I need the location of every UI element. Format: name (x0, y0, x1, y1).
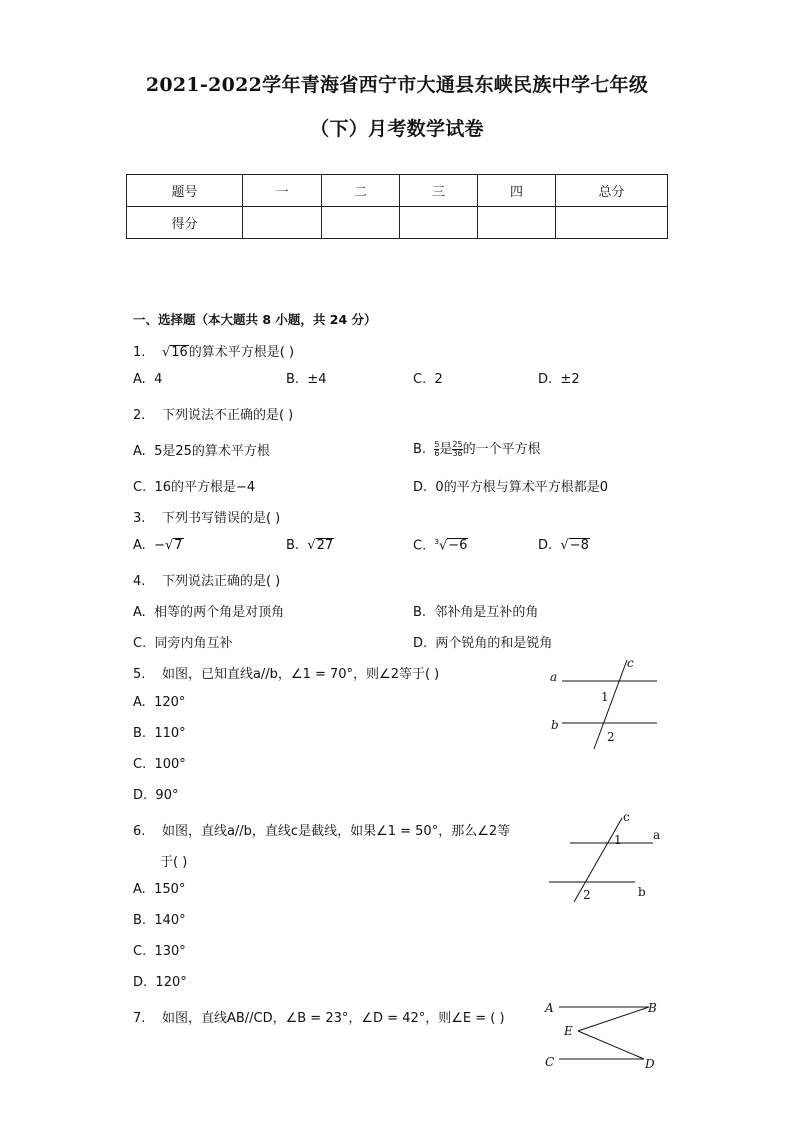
label-a: a (653, 828, 661, 842)
question-6 (133, 820, 510, 839)
question-number: 2. (133, 408, 146, 423)
segment-ed (578, 1031, 644, 1059)
question-6-continued: 于( ) (160, 855, 188, 870)
label-angle-1: 1 (601, 690, 609, 704)
zigzag-figure-q7 (538, 996, 668, 1076)
option-a: A. 4 (133, 372, 163, 387)
question-3 (133, 507, 280, 526)
score-row-label: 得分 (127, 207, 243, 239)
option-a: A. 120° (133, 695, 186, 710)
option-c: C. 2 (413, 372, 443, 387)
option-a: A. 5是25的算术平方根 (133, 444, 270, 459)
option-d: D. 两个锐角的和是锐角 (413, 636, 553, 651)
option-a: A. −√7 (133, 538, 183, 553)
score-header-cell: 三 (400, 175, 478, 207)
question-number: 1. (133, 345, 146, 360)
option-b: B. ±4 (286, 372, 327, 387)
question-number: 4. (133, 574, 146, 589)
question-text: 如图，已知直线a//b，∠1 = 70°，则∠2等于( ) (161, 667, 440, 682)
score-blank-cell (322, 207, 400, 239)
option-d: D. 90° (133, 788, 179, 803)
question-text: 如图，直线a//b，直线c是截线，如果∠1 = 50°，那么∠2等 (161, 824, 511, 839)
score-header-cell: 二 (322, 175, 400, 207)
score-table-score-row (127, 207, 668, 239)
label-c: c (627, 656, 634, 670)
segment-be (578, 1007, 649, 1031)
question-number: 7. (133, 1011, 146, 1026)
question-5 (133, 663, 439, 682)
label-point-b: B (648, 1001, 657, 1015)
question-text: 下列说法正确的是( ) (161, 574, 281, 589)
question-number: 3. (133, 511, 146, 526)
score-table-header-row (127, 175, 668, 207)
label-c: c (623, 810, 630, 824)
transversal-c (574, 818, 622, 902)
option-c: C. 16的平方根是−4 (133, 480, 256, 495)
question-text: 如图，直线AB//CD，∠B = 23°，∠D = 42°，则∠E = ( ) (161, 1011, 505, 1026)
score-blank-cell (400, 207, 478, 239)
option-b: B. √27 (286, 538, 334, 553)
option-b: B. 110° (133, 726, 186, 741)
label-angle-2: 2 (607, 730, 615, 744)
question-text: 下列书写错误的是( ) (161, 511, 281, 526)
question-7 (133, 1007, 505, 1026)
option-c: C. 同旁内角互补 (133, 636, 233, 651)
radical-sign: √ (161, 345, 171, 360)
option-c: C. 100° (133, 757, 186, 772)
parallel-lines-figure-q5 (545, 652, 665, 752)
option-b: B. $\frac{5}{6}$ 是 $\frac{25}{36}$ 的一个平方根 (413, 440, 541, 458)
label-point-e: E (564, 1024, 573, 1038)
paper-title-line-2: （下）月考数学试卷 (310, 118, 484, 140)
option-d: D. ±2 (538, 372, 580, 387)
question-2 (133, 404, 293, 423)
score-header-cell: 题号 (127, 175, 243, 207)
question-text: 下列说法不正确的是( ) (161, 408, 294, 423)
label-point-a: A (545, 1001, 554, 1015)
option-b: B. 邻补角是互补的角 (413, 605, 539, 620)
option-d: D. √−8 (538, 538, 589, 553)
option-c: C. 130° (133, 944, 186, 959)
label-point-d: D (645, 1057, 655, 1071)
question-text: 的算术平方根是( ) (188, 345, 295, 360)
score-table (126, 174, 668, 239)
option-a: A. 150° (133, 882, 186, 897)
fraction: $\frac{5}{6}$ (434, 440, 440, 458)
parallel-lines-figure-q6 (543, 806, 673, 906)
question-1 (133, 341, 294, 360)
fraction: $\frac{25}{36}$ (452, 440, 463, 458)
label-b: b (551, 718, 559, 732)
label-a: a (550, 670, 558, 684)
paper-title-line-1: 2021-2022学年青海省西宁市大通县东峡民族中学七年级 (145, 74, 649, 96)
score-header-cell: 一 (243, 175, 322, 207)
question-number: 6. (133, 824, 146, 839)
option-b: B. 140° (133, 913, 186, 928)
option-d: D. 0的平方根与算术平方根都是0 (413, 480, 608, 495)
radicand: 16 (171, 345, 188, 360)
option-d: D. 120° (133, 975, 187, 990)
question-number: 5. (133, 667, 146, 682)
option-a: A. 相等的两个角是对顶角 (133, 605, 285, 620)
label-point-c: C (545, 1055, 555, 1069)
option-c: C. $^3$√−6 (413, 538, 468, 554)
label-angle-2: 2 (583, 888, 591, 902)
section-heading: 一、选择题（本大题共 8 小题，共 24 分） (133, 312, 377, 327)
score-header-cell: 四 (478, 175, 556, 207)
score-blank-cell (478, 207, 556, 239)
score-blank-cell (243, 207, 322, 239)
label-angle-1: 1 (614, 833, 622, 847)
score-blank-cell (556, 207, 668, 239)
score-header-cell: 总分 (556, 175, 668, 207)
label-b: b (638, 885, 646, 899)
question-4 (133, 570, 280, 589)
